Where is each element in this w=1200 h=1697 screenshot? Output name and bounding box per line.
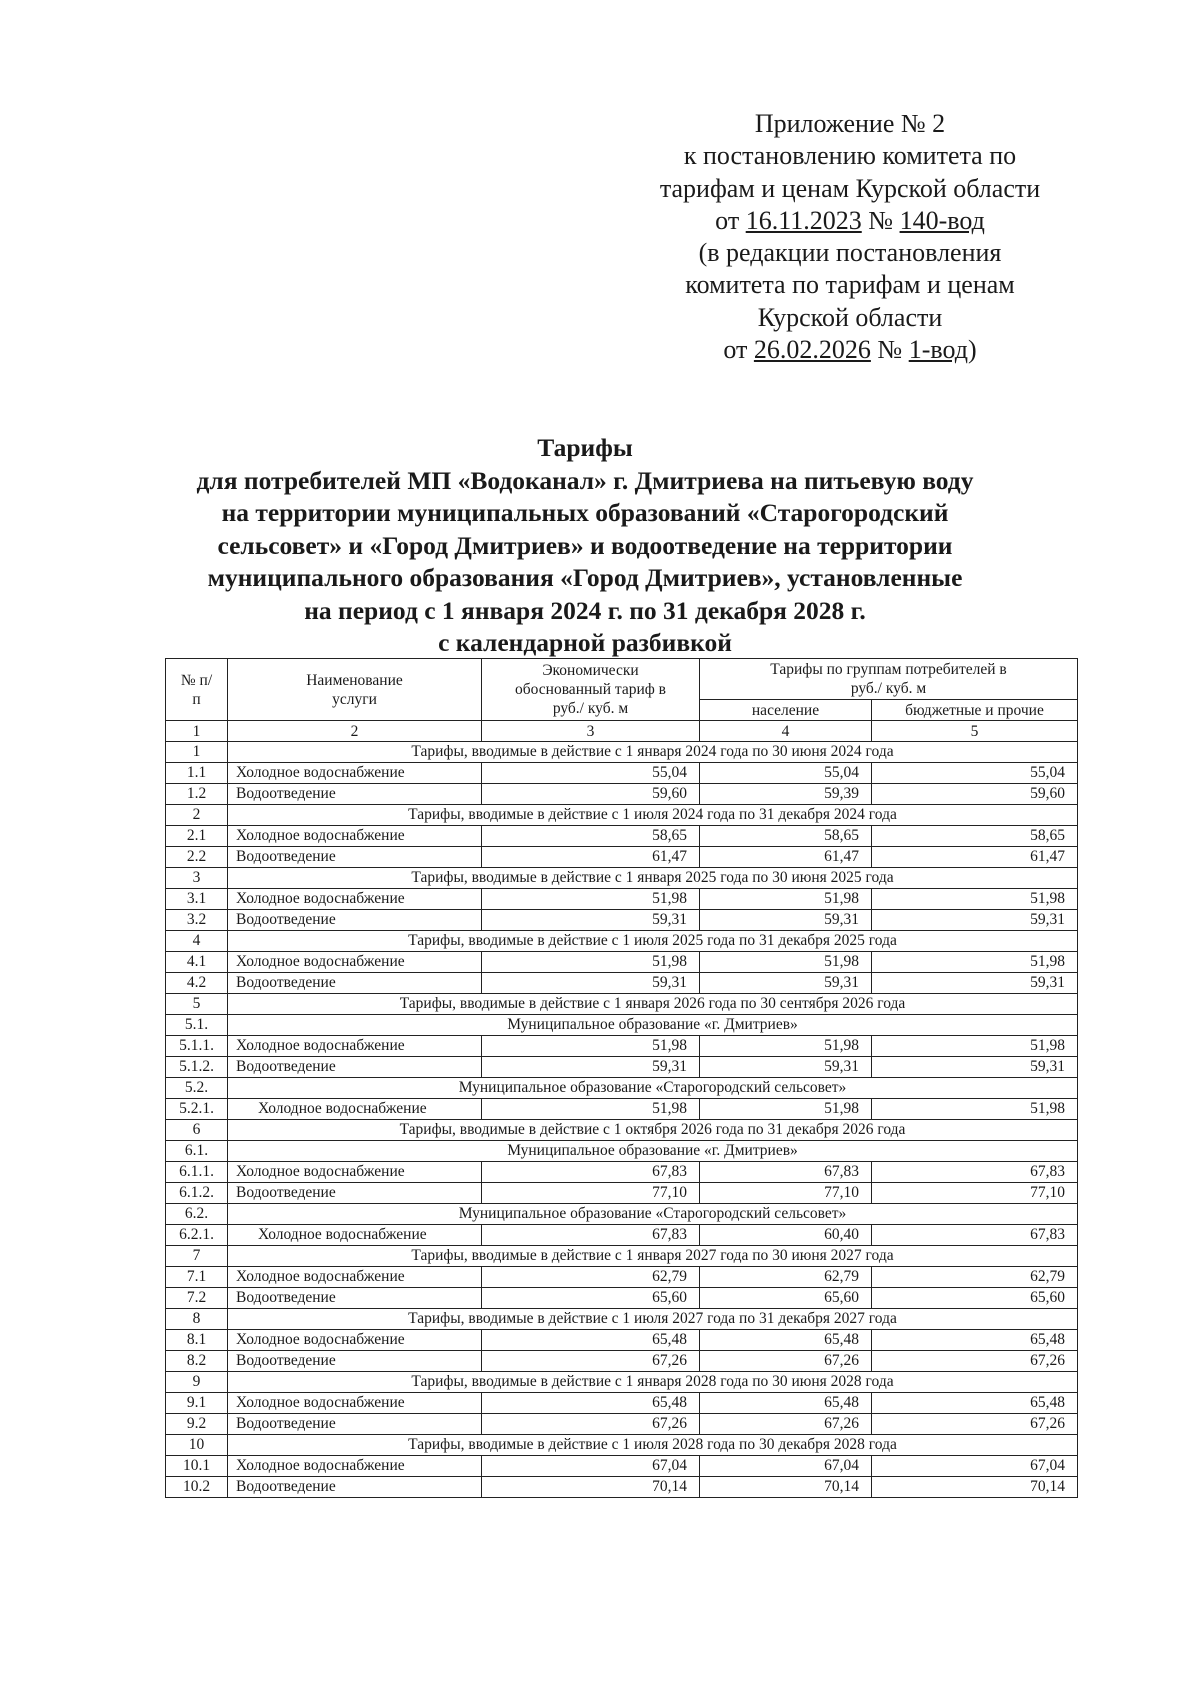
closing-paren: ) xyxy=(967,335,977,365)
municipality-heading: Муниципальное образование «Старогородский сельсовет» xyxy=(228,1204,1078,1225)
period-heading: Тарифы, вводимые в действие с 1 января 2028 года по 30 июня 2028 года xyxy=(228,1372,1078,1393)
row-number: 8 xyxy=(166,1309,228,1330)
row-number: 2.2 xyxy=(166,847,228,868)
econ-tariff-value: 67,83 xyxy=(482,1162,700,1183)
row-number: 6.1.2. xyxy=(166,1183,228,1204)
service-name: Водоотведение xyxy=(228,847,482,868)
budget-tariff-value: 51,98 xyxy=(872,952,1078,973)
order-number: 140-вод xyxy=(899,205,985,235)
econ-tariff-value: 65,60 xyxy=(482,1288,700,1309)
population-tariff-value: 65,60 xyxy=(700,1288,872,1309)
econ-tariff-value: 51,98 xyxy=(482,1036,700,1057)
population-tariff-value: 67,26 xyxy=(700,1351,872,1372)
tariff-row xyxy=(166,847,1078,868)
period-heading: Тарифы, вводимые в действие с 1 июля 2025 года по 31 декабря 2025 года xyxy=(228,931,1078,952)
tariff-row xyxy=(166,1414,1078,1435)
row-number: 9.1 xyxy=(166,1393,228,1414)
row-number: 6 xyxy=(166,1120,228,1141)
row-number: 6.1.1. xyxy=(166,1162,228,1183)
econ-tariff-value: 67,26 xyxy=(482,1351,700,1372)
row-number: 3.2 xyxy=(166,910,228,931)
tariff-row xyxy=(166,1183,1078,1204)
title-line: на территории муниципальных образований «Старогородский xyxy=(221,498,949,527)
service-name: Водоотведение xyxy=(228,910,482,931)
document-title xyxy=(150,432,1020,660)
row-number: 4.2 xyxy=(166,973,228,994)
tariff-row xyxy=(166,1288,1078,1309)
period-row xyxy=(166,805,1078,826)
order-amendment-line xyxy=(600,334,1100,366)
header-row xyxy=(166,659,1078,700)
row-number: 1.1 xyxy=(166,763,228,784)
population-tariff-value: 59,31 xyxy=(700,910,872,931)
header-population: население xyxy=(700,700,872,721)
column-number: 4 xyxy=(700,721,872,742)
tariff-row xyxy=(166,1351,1078,1372)
population-tariff-value: 67,04 xyxy=(700,1456,872,1477)
population-tariff-value: 55,04 xyxy=(700,763,872,784)
service-name: Холодное водоснабжение xyxy=(228,1267,482,1288)
service-name: Водоотведение xyxy=(228,1477,482,1498)
population-tariff-value: 51,98 xyxy=(700,1036,872,1057)
econ-tariff-value: 61,47 xyxy=(482,847,700,868)
tariff-row xyxy=(166,1057,1078,1078)
municipality-row xyxy=(166,1015,1078,1036)
service-name: Водоотведение xyxy=(228,1414,482,1435)
row-number: 5.1. xyxy=(166,1015,228,1036)
budget-tariff-value: 51,98 xyxy=(872,1099,1078,1120)
period-row xyxy=(166,868,1078,889)
tariff-row xyxy=(166,973,1078,994)
row-number: 6.1. xyxy=(166,1141,228,1162)
budget-tariff-value: 59,60 xyxy=(872,784,1078,805)
tariff-row xyxy=(166,784,1078,805)
budget-tariff-value: 61,47 xyxy=(872,847,1078,868)
service-name: Холодное водоснабжение xyxy=(228,1036,482,1057)
row-number: 5.1.2. xyxy=(166,1057,228,1078)
period-row xyxy=(166,931,1078,952)
service-name: Водоотведение xyxy=(228,1288,482,1309)
appendix-line: тарифам и ценам Курской области xyxy=(659,173,1041,203)
econ-tariff-value: 62,79 xyxy=(482,1267,700,1288)
tariff-table xyxy=(165,658,1078,1498)
tariff-row xyxy=(166,826,1078,847)
column-number-row xyxy=(166,721,1078,742)
service-name: Водоотведение xyxy=(228,784,482,805)
budget-tariff-value: 67,04 xyxy=(872,1456,1078,1477)
population-tariff-value: 77,10 xyxy=(700,1183,872,1204)
header-num: № п/п xyxy=(166,659,228,721)
municipality-heading: Муниципальное образование «г. Дмитриев» xyxy=(228,1141,1078,1162)
econ-tariff-value: 58,65 xyxy=(482,826,700,847)
tariff-row xyxy=(166,910,1078,931)
econ-tariff-value: 59,31 xyxy=(482,973,700,994)
title-line: с календарной разбивкой xyxy=(438,628,732,657)
econ-tariff-value: 67,26 xyxy=(482,1414,700,1435)
municipality-row xyxy=(166,1078,1078,1099)
service-name: Водоотведение xyxy=(228,1183,482,1204)
econ-tariff-value: 59,60 xyxy=(482,784,700,805)
service-name: Холодное водоснабжение xyxy=(228,1330,482,1351)
econ-tariff-value: 65,48 xyxy=(482,1330,700,1351)
title-line: Тарифы xyxy=(537,433,633,462)
econ-tariff-value: 67,83 xyxy=(482,1225,700,1246)
econ-tariff-value: 65,48 xyxy=(482,1393,700,1414)
service-name: Холодное водоснабжение xyxy=(228,1393,482,1414)
econ-tariff-value: 55,04 xyxy=(482,763,700,784)
municipality-heading: Муниципальное образование «г. Дмитриев» xyxy=(228,1015,1078,1036)
period-row xyxy=(166,1309,1078,1330)
order-date: 26.02.2026 xyxy=(753,335,871,365)
period-heading: Тарифы, вводимые в действие с 1 июля 2028 года по 30 декабря 2028 года xyxy=(228,1435,1078,1456)
period-heading: Тарифы, вводимые в действие с 1 июля 2024 года по 31 декабря 2024 года xyxy=(228,805,1078,826)
row-number: 10.1 xyxy=(166,1456,228,1477)
tariff-row xyxy=(166,889,1078,910)
budget-tariff-value: 65,48 xyxy=(872,1393,1078,1414)
period-row xyxy=(166,1120,1078,1141)
budget-tariff-value: 67,83 xyxy=(872,1162,1078,1183)
population-tariff-value: 51,98 xyxy=(700,889,872,910)
column-number: 1 xyxy=(166,721,228,742)
service-name: Холодное водоснабжение xyxy=(228,1456,482,1477)
budget-tariff-value: 62,79 xyxy=(872,1267,1078,1288)
budget-tariff-value: 59,31 xyxy=(872,910,1078,931)
population-tariff-value: 65,48 xyxy=(700,1330,872,1351)
population-tariff-value: 60,40 xyxy=(700,1225,872,1246)
econ-tariff-value: 59,31 xyxy=(482,1057,700,1078)
tariff-row xyxy=(166,952,1078,973)
order-prefix: от xyxy=(715,205,740,235)
population-tariff-value: 67,26 xyxy=(700,1414,872,1435)
header-name: Наименование услуги xyxy=(228,659,482,721)
budget-tariff-value: 51,98 xyxy=(872,1036,1078,1057)
municipality-heading: Муниципальное образование «Старогородский сельсовет» xyxy=(228,1078,1078,1099)
period-heading: Тарифы, вводимые в действие с 1 октября 2026 года по 31 декабря 2026 года xyxy=(228,1120,1078,1141)
tariff-row xyxy=(166,1267,1078,1288)
appendix-line: Приложение № 2 xyxy=(754,109,946,138)
service-name: Холодное водоснабжение xyxy=(228,1162,482,1183)
row-number: 3.1 xyxy=(166,889,228,910)
tariff-row xyxy=(166,1393,1078,1414)
tariff-table-body xyxy=(166,659,1078,1498)
row-number: 5.1.1. xyxy=(166,1036,228,1057)
budget-tariff-value: 59,31 xyxy=(872,1057,1078,1078)
tariff-row xyxy=(166,1330,1078,1351)
title-line: муниципального образования «Город Дмитриев», установленные xyxy=(207,563,963,592)
budget-tariff-value: 65,60 xyxy=(872,1288,1078,1309)
title-line: для потребителей МП «Водоканал» г. Дмитриева на питьевую воду xyxy=(196,465,974,495)
order-original-line xyxy=(600,205,1100,237)
header-budget: бюджетные и прочие xyxy=(872,700,1078,721)
econ-tariff-value: 51,98 xyxy=(482,952,700,973)
row-number: 5.2. xyxy=(166,1078,228,1099)
service-name: Холодное водоснабжение xyxy=(228,1099,482,1120)
order-number: 1-вод xyxy=(908,335,968,365)
row-number: 4.1 xyxy=(166,952,228,973)
budget-tariff-value: 58,65 xyxy=(872,826,1078,847)
period-row xyxy=(166,1372,1078,1393)
service-name: Холодное водоснабжение xyxy=(228,1225,482,1246)
population-tariff-value: 67,83 xyxy=(700,1162,872,1183)
tariff-row xyxy=(166,763,1078,784)
row-number: 9.2 xyxy=(166,1414,228,1435)
appendix-line: (в редакции постановления xyxy=(698,238,1002,268)
appendix-block xyxy=(600,108,1100,366)
service-name: Холодное водоснабжение xyxy=(228,763,482,784)
service-name: Водоотведение xyxy=(228,1057,482,1078)
period-heading: Тарифы, вводимые в действие с 1 июля 2027 года по 31 декабря 2027 года xyxy=(228,1309,1078,1330)
row-number: 2.1 xyxy=(166,826,228,847)
order-number-sign: № xyxy=(868,205,894,235)
row-number: 10 xyxy=(166,1435,228,1456)
tariff-row xyxy=(166,1225,1078,1246)
row-number: 5 xyxy=(166,994,228,1015)
budget-tariff-value: 70,14 xyxy=(872,1477,1078,1498)
econ-tariff-value: 67,04 xyxy=(482,1456,700,1477)
row-number: 7.2 xyxy=(166,1288,228,1309)
column-number: 3 xyxy=(482,721,700,742)
period-heading: Тарифы, вводимые в действие с 1 января 2026 года по 30 сентября 2026 года xyxy=(228,994,1078,1015)
tariff-row xyxy=(166,1162,1078,1183)
row-number: 4 xyxy=(166,931,228,952)
population-tariff-value: 62,79 xyxy=(700,1267,872,1288)
budget-tariff-value: 55,04 xyxy=(872,763,1078,784)
row-number: 6.2. xyxy=(166,1204,228,1225)
budget-tariff-value: 65,48 xyxy=(872,1330,1078,1351)
econ-tariff-value: 51,98 xyxy=(482,1099,700,1120)
row-number: 5.2.1. xyxy=(166,1099,228,1120)
service-name: Холодное водоснабжение xyxy=(228,889,482,910)
period-row xyxy=(166,1246,1078,1267)
budget-tariff-value: 67,26 xyxy=(872,1414,1078,1435)
period-row xyxy=(166,742,1078,763)
period-heading: Тарифы, вводимые в действие с 1 января 2024 года по 30 июня 2024 года xyxy=(228,742,1078,763)
period-heading: Тарифы, вводимые в действие с 1 января 2027 года по 30 июня 2027 года xyxy=(228,1246,1078,1267)
population-tariff-value: 58,65 xyxy=(700,826,872,847)
service-name: Холодное водоснабжение xyxy=(228,952,482,973)
row-number: 6.2.1. xyxy=(166,1225,228,1246)
row-number: 8.2 xyxy=(166,1351,228,1372)
row-number: 1.2 xyxy=(166,784,228,805)
column-number: 2 xyxy=(228,721,482,742)
service-name: Водоотведение xyxy=(228,1351,482,1372)
service-name: Холодное водоснабжение xyxy=(228,826,482,847)
population-tariff-value: 61,47 xyxy=(700,847,872,868)
population-tariff-value: 70,14 xyxy=(700,1477,872,1498)
tariff-row xyxy=(166,1456,1078,1477)
population-tariff-value: 65,48 xyxy=(700,1393,872,1414)
row-number: 7.1 xyxy=(166,1267,228,1288)
appendix-line: Курской области xyxy=(757,302,943,332)
order-number-sign: № xyxy=(877,335,903,365)
tariff-row xyxy=(166,1477,1078,1498)
municipality-row xyxy=(166,1141,1078,1162)
appendix-line: к постановлению комитета по xyxy=(683,141,1017,171)
title-line: на период с 1 января 2024 г. по 31 декабря 2028 г. xyxy=(304,595,866,625)
budget-tariff-value: 77,10 xyxy=(872,1183,1078,1204)
budget-tariff-value: 51,98 xyxy=(872,889,1078,910)
period-row xyxy=(166,1435,1078,1456)
row-number: 1 xyxy=(166,742,228,763)
population-tariff-value: 59,31 xyxy=(700,973,872,994)
population-tariff-value: 51,98 xyxy=(700,952,872,973)
row-number: 2 xyxy=(166,805,228,826)
tariff-row xyxy=(166,1099,1078,1120)
municipality-row xyxy=(166,1204,1078,1225)
row-number: 8.1 xyxy=(166,1330,228,1351)
title-line: сельсовет» и «Город Дмитриев» и водоотведение на территории xyxy=(217,530,953,560)
column-number: 5 xyxy=(872,721,1078,742)
row-number: 9 xyxy=(166,1372,228,1393)
econ-tariff-value: 59,31 xyxy=(482,910,700,931)
appendix-line: комитета по тарифам и ценам xyxy=(685,270,1015,300)
period-heading: Тарифы, вводимые в действие с 1 января 2025 года по 30 июня 2025 года xyxy=(228,868,1078,889)
budget-tariff-value: 67,83 xyxy=(872,1225,1078,1246)
population-tariff-value: 59,31 xyxy=(700,1057,872,1078)
period-row xyxy=(166,994,1078,1015)
row-number: 3 xyxy=(166,868,228,889)
order-prefix: от xyxy=(723,335,748,365)
service-name: Водоотведение xyxy=(228,973,482,994)
header-econ-tariff: Экономически обоснованный тариф в руб./ куб. м xyxy=(482,659,700,721)
population-tariff-value: 59,39 xyxy=(700,784,872,805)
row-number: 7 xyxy=(166,1246,228,1267)
tariff-row xyxy=(166,1036,1078,1057)
econ-tariff-value: 70,14 xyxy=(482,1477,700,1498)
header-consumer-groups: Тарифы по группам потребителей в руб./ куб. м xyxy=(700,659,1078,700)
budget-tariff-value: 59,31 xyxy=(872,973,1078,994)
row-number: 10.2 xyxy=(166,1477,228,1498)
budget-tariff-value: 67,26 xyxy=(872,1351,1078,1372)
population-tariff-value: 51,98 xyxy=(700,1099,872,1120)
econ-tariff-value: 51,98 xyxy=(482,889,700,910)
order-date: 16.11.2023 xyxy=(745,205,862,235)
econ-tariff-value: 77,10 xyxy=(482,1183,700,1204)
